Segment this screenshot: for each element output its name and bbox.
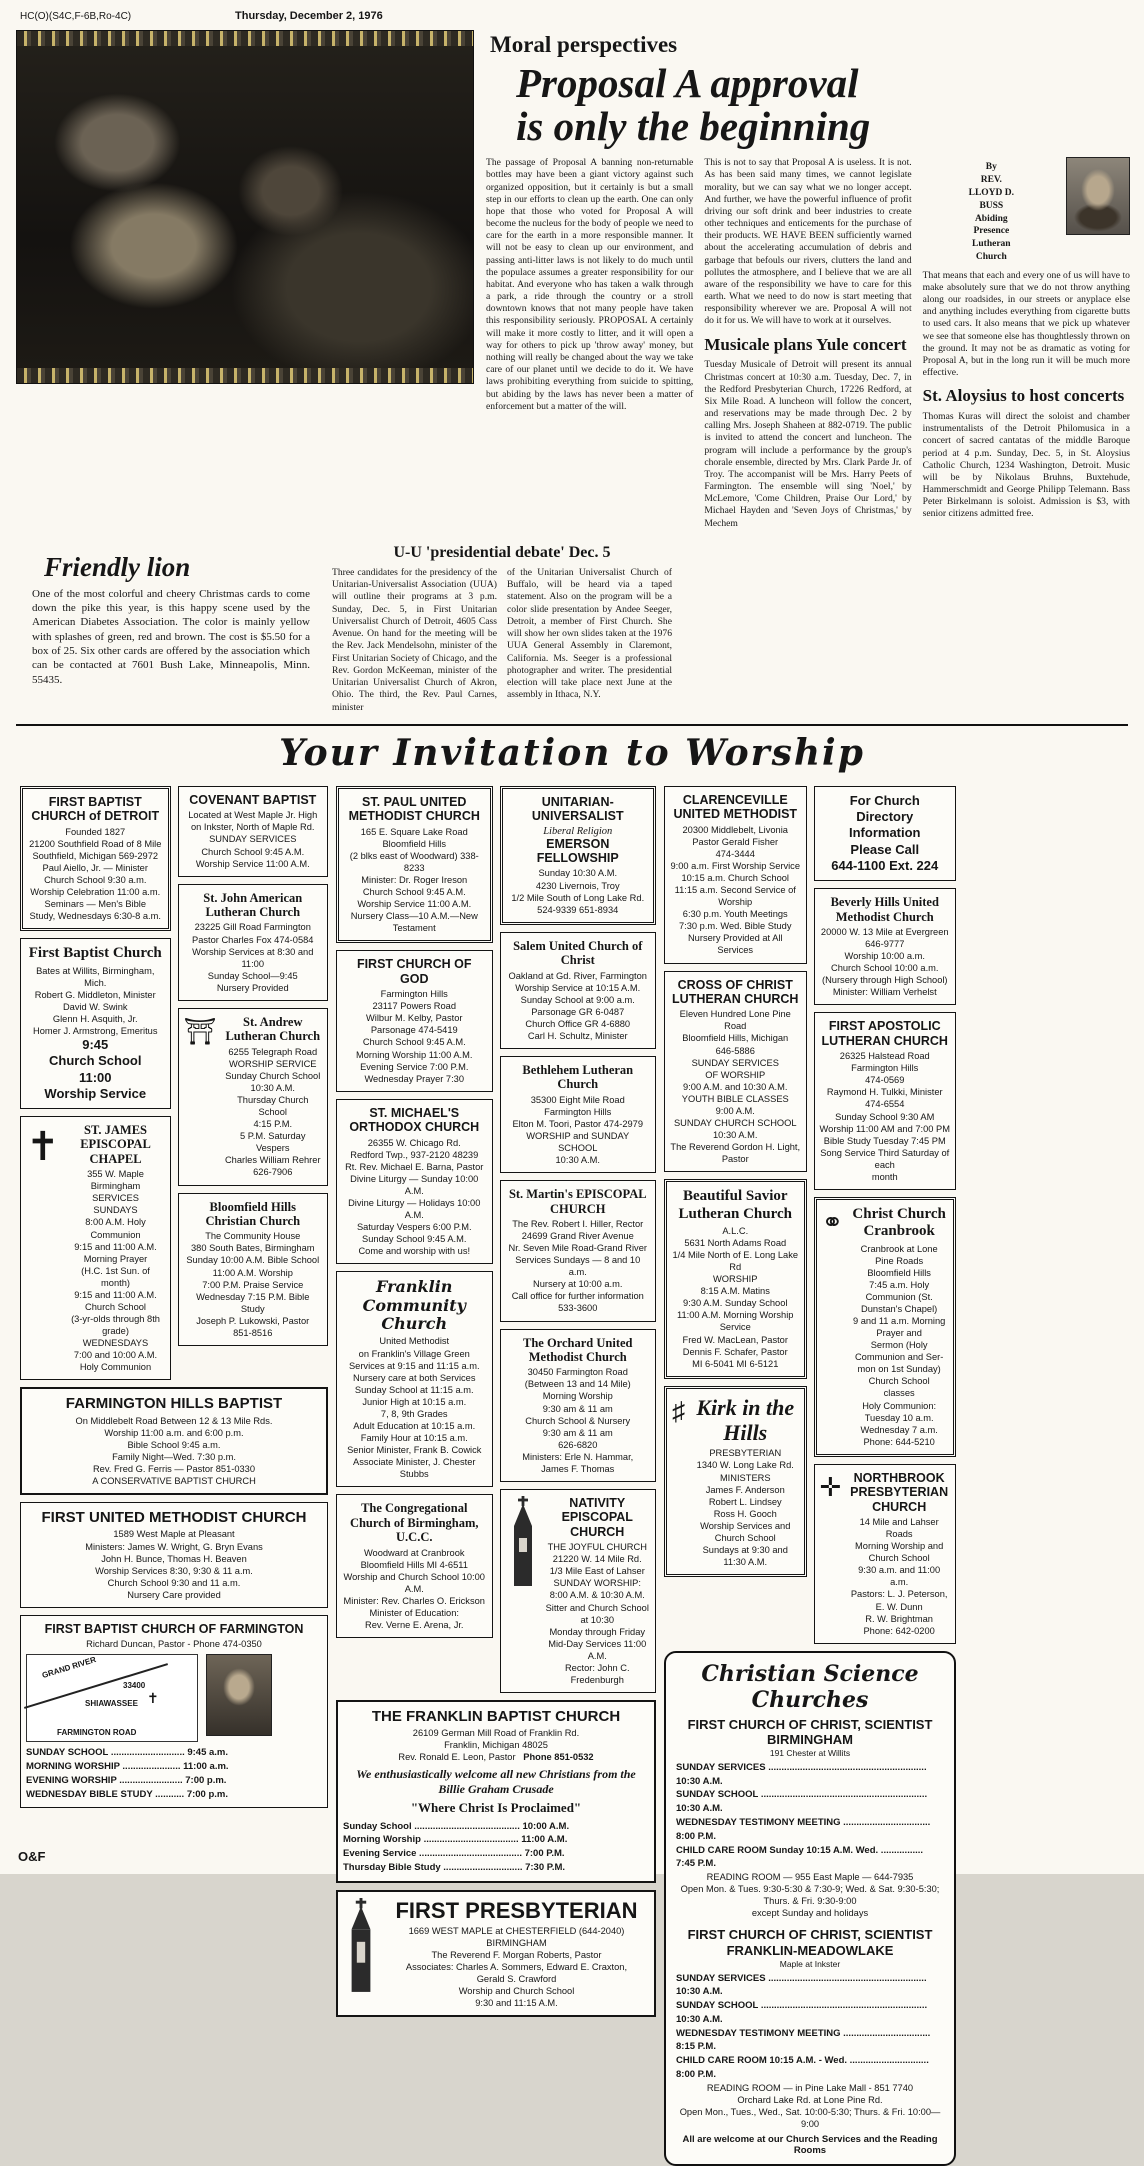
church-name: First Baptist Church bbox=[28, 945, 162, 962]
ornate-border-top bbox=[17, 31, 473, 46]
church-details: 1669 WEST MAPLE at CHESTERFIELD (644-2040) BIRMINGHAM The Reverend F. Morgan Roberts, Pastor Associates: Charles A. Sommers, Edward E. Craxton, Gerald S. Crawford Worship and Church School 9:30 and 11:15 A.M. bbox=[405, 1925, 628, 2009]
church-ad-nativity-episcopal bbox=[500, 1489, 657, 1693]
church-name: Beautiful Savior Lutheran Church bbox=[678, 1188, 792, 1222]
church-details: 14 Mile and Lahser Roads Morning Worship and Church School 9:30 a.m. and 11:00 a.m. Pastors: L. J. Peterson, E. W. Dunn R. W. Brightman Phone: 642-0200 bbox=[850, 1516, 948, 1636]
edition-code: HC(O)(S4C,F-6B,Ro-4C) bbox=[20, 11, 132, 22]
church-name: ST. JAMES EPISCOPAL CHAPEL bbox=[80, 1123, 151, 1166]
lion-photo bbox=[17, 46, 473, 368]
church-ad-franklin-baptist bbox=[336, 1700, 656, 1883]
church-details: Eleven Hundred Lone Pine Road Bloomfield Hills, Michigan 646-5886 SUNDAY SERVICES OF WORSHIP 9:00 A.M. and 10:30 A.M. YOUTH BIBLE CLASSES 9:00 A.M. SUNDAY CHURCH SCHOOL 10:30 A.M. The Reverend Gordon H. Light, Pastor bbox=[670, 1009, 801, 1165]
reading-room-info: READING ROOM — 955 East Maple — 644-7935 Open Mon. & Tues. 9:30-5:30 & 7:30-9; Wed. & Sat. 9:30-5:30; Thurs. & Fri. 9:30-9:00 except Sunday and holidays bbox=[680, 1872, 940, 1919]
directory-info-box bbox=[814, 786, 957, 881]
article-headline bbox=[516, 62, 1130, 147]
church-details: 35300 Eight Mile Road Farmington Hills Elton M. Toori, Pastor 474-2979 WORSHIP and SUNDAY SCHOOL 10:30 A.M. bbox=[512, 1094, 644, 1166]
location-map bbox=[26, 1654, 198, 1742]
church-address: 191 Chester at Willits bbox=[769, 1747, 851, 1758]
photo-column bbox=[16, 30, 474, 536]
article-col-1 bbox=[486, 157, 693, 536]
church-ad-st-andrew-lutheran bbox=[178, 1008, 329, 1186]
uu-col-1: Three candidates for the presidency of the Unitarian-Universalist Association (UUA) will outline their programs at 3 p.m. Sunday, Dec. 5, in First Unitarian Universalist Church of Detroit, 4605 Cass Avenue. On hand for the meeting will be the Rev. Jack Mendelsohn, minister of the First Unitarian Society of Chicago, and the Rev. Gordon McKeeman, minister of the Unitarian Universalist Church of Akron, Ohio. The third, the Rev. Paul Carnes, minister bbox=[332, 566, 497, 713]
church-name: FIRST BAPTIST CHURCH of DETROIT bbox=[31, 794, 160, 824]
church-ad-salem-ucc bbox=[500, 932, 657, 1049]
christian-science-header: Christian Science Churches bbox=[701, 1660, 919, 1713]
church-details: 26355 W. Chicago Rd. Redford Twp., 937-2120 48239 Rt. Rev. Michael E. Barna, Pastor Divine Liturgy — Sunday 10:00 A.M. Divine Liturgy — Holidays 10:00 A.M. Saturday Vespers 6:00 P.M. Sunday School 9:45 A.M. Come and worship with us! bbox=[345, 1137, 484, 1257]
welcome-message: We enthusiastically welcome all new Christians from the Billie Graham Crusade bbox=[356, 1766, 636, 1796]
church-ad-first-baptist-detroit bbox=[20, 786, 171, 931]
church-ad-unitarian-universalist bbox=[500, 786, 657, 925]
church-ad-st-john-lutheran bbox=[178, 884, 329, 1001]
byline-block bbox=[923, 157, 1130, 264]
directory-middle-column bbox=[336, 786, 656, 2166]
top-section bbox=[0, 26, 1144, 536]
celtic-cross-icon: ✛ bbox=[819, 1472, 842, 1502]
church-ad-christ-church-cranbrook bbox=[814, 1197, 957, 1457]
church-name: NATIVITY EPISCOPAL CHURCH bbox=[561, 1496, 633, 1539]
directory-info-text: For Church Directory Information Please Call 644-1100 Ext. 224 bbox=[831, 792, 939, 873]
pastor-line: Rev. Ronald E. Leon, Pastor bbox=[398, 1752, 516, 1763]
map-label-shiawassee: SHIAWASSEE bbox=[85, 1699, 138, 1709]
church-name: Kirk in the Hills bbox=[696, 1394, 795, 1446]
byline: By REV. LLOYD D. BUSS Abiding Presence Lutheran Church bbox=[968, 162, 1015, 262]
church-details: 20000 W. 13 Mile at Evergreen 646-9777 Worship 10:00 a.m. Church School 10:00 a.m. (Nursery through High School) Minister: William Verhelst bbox=[820, 926, 949, 998]
church-name: NORTHBROOK PRESBYTERIAN CHURCH bbox=[850, 1470, 949, 1514]
luther-seal-icon: ⛩ bbox=[183, 1016, 217, 1046]
church-ad-first-presbyterian bbox=[336, 1890, 656, 2018]
church-ad-st-martins-episcopal bbox=[500, 1180, 657, 1321]
welcome-footer: All are welcome at our Church Services and the Reading Rooms bbox=[682, 2134, 938, 2156]
aloysius-subhead: St. Aloysius to host concerts bbox=[922, 386, 1125, 406]
church-details: 165 E. Square Lake Road Bloomfield Hills (2 blks east of Woodward) 338-8233 Minister: Dr. Roger Ireson Church School 9:45 A.M. Worship Service 11:00 A.M. Nursery Class—10 A.M.—New Testament bbox=[349, 826, 479, 934]
church-name: FIRST CHURCH OF GOD bbox=[356, 957, 472, 986]
article-columns bbox=[486, 157, 1130, 536]
church-details: Oakland at Gd. River, Farmington Worship Service at 10:15 A.M. Sunday School at 9:00 a.m. Parsonage GR 6-0487 Church Office GR 4-6880 Carl H. Schultz, Minister bbox=[508, 970, 647, 1041]
church-name: FARMINGTON HILLS BAPTIST bbox=[65, 1395, 283, 1413]
church-schedule: Sunday School ........................................ 10:00 A.M. Morning Worship .................................... 11:00 A.M. Evening Service ....................................... 7:00 P.M. Thursday Bible Study .............................. 7:30 P.M. bbox=[343, 1820, 570, 1873]
church-details: PRESBYTERIAN 1340 W. Long Lake Rd. MINISTERS James F. Anderson Robert L. Lindsey Ross H. Gooch Worship Services and Church School Sundays at 9:30 and 11:30 A.M. bbox=[696, 1448, 794, 1568]
cross-icon: ✝ bbox=[26, 1124, 60, 1170]
church-subtitle: Liberal Religion bbox=[543, 825, 613, 837]
church-name: St. Andrew Lutheran Church bbox=[225, 1014, 321, 1044]
worship-banner-title: Your Invitation to Worship bbox=[279, 731, 865, 774]
worship-banner bbox=[16, 724, 1128, 776]
ornate-border-bottom bbox=[17, 368, 473, 383]
article-kicker: Moral perspectives bbox=[490, 32, 678, 57]
church-ad-clarenceville-methodist bbox=[664, 786, 807, 964]
church-ad-first-church-of-god bbox=[336, 950, 493, 1091]
church-directory bbox=[0, 776, 1144, 2166]
church-details: The Rev. Robert I. Hiller, Rector 24699 Grand River Avenue Nr. Seven Mile Road-Grand River Services Sundays — 8 and 10 a.m. Nursery at 10:00 a.m. Call office for further information 533-3600 bbox=[508, 1218, 647, 1314]
map-label-grand-river: GRAND RIVER bbox=[40, 1655, 98, 1681]
church-schedule: SUNDAY SERVICES ............................................................ 10:30 A.M. SUNDAY SCHOOL ............................................................... 10:30 A.M. WEDNESDAY TESTIMONY MEETING ................................. 8:15 P.M. CHILD CARE ROOM 10:15 A.M. - Wed. .............................. 8:00 P.M. bbox=[676, 1972, 931, 2080]
article-col-3 bbox=[923, 157, 1130, 536]
church-details: On Middlebelt Road Between 12 & 13 Mile Rds. Worship 11:00 a.m. and 6:00 p.m. Bible School 9:45 a.m. Family Night—Wed. 7:30 p.m. Rev. Fred G. Ferris — Pastor 851-0330 A CONSERVATIVE BAPTIST CHURCH bbox=[75, 1415, 273, 1487]
musicale-subhead: Musicale plans Yule concert bbox=[704, 334, 907, 354]
directory-right-column bbox=[664, 786, 956, 2166]
article-text: That means that each and every one of us will have to make absolutely sure that we do not throw anything along our roadsides, in our streets or anyplace else and anything includes everything from cigarette butts to used cars. It also means that we pick up whatever we see that someone else has thoughtlessly thrown on the ground. It may not be as dramatic as voting for Proposal A, but in the long run it will be much more effective. bbox=[922, 269, 1130, 379]
directory-left-column bbox=[20, 786, 328, 2166]
musicale-text: Tuesday Musicale of Detroit will present its annual Christmas concert at 10:30 a.m. Tuesday, Dec. 7, in the Redford Presbyterian Church, 17226 Redford, at Six Mile Road. A luncheon will follow the concert, and reservations may be made through Dec. 2 by calling Mrs. Joseph Shaheen at 882-0719. The public is invited to attend the concert and luncheon. The program will include a performance by the group's chorale ensemble, directed by Mrs. Clark Parde Jr. of Troy. The accompanist will be Mrs. Harry Peets of Farmington. The ensemble will sing 'Noel,' by McLemore, 'Come Children, Praise Our Lord,' by Michael Hayden and 'Seven Joys of Christmas,' by Mechem bbox=[704, 359, 912, 529]
church-details: Woodward at Cranbrook Bloomfield Hills MI 4-6511 Worship and Church School 10:00 A.M. Minister: Rev. Charles O. Erickson Minister of Education: Rev. Verne E. Arena, Jr. bbox=[343, 1547, 485, 1630]
church-ad-congregational-birmingham bbox=[336, 1494, 493, 1638]
church-name: UNITARIAN-UNIVERSALIST bbox=[531, 794, 624, 824]
pastor-portrait bbox=[206, 1654, 272, 1736]
church-name: ST. MICHAEL'S ORTHODOX CHURCH bbox=[349, 1105, 480, 1135]
church-details: The Community House 380 South Bates, Birmingham Sunday 10:00 A.M. Bible School 11:00 A.M. Worship 7:00 P.M. Praise Service Wednesday 7:15 P.M. Bible Study Joseph P. Lukowski, Pastor 851-8516 bbox=[186, 1231, 320, 1338]
church-name: FIRST APOSTOLIC LUTHERAN CHURCH bbox=[821, 1019, 948, 1048]
church-details: Sunday 10:30 A.M. 4230 Livernois, Troy 1/2 Mile South of Long Lake Rd. 524-9339 651-8934 bbox=[511, 868, 645, 915]
church-name: FIRST UNITED METHODIST CHURCH bbox=[41, 1509, 307, 1527]
church-name: The Orchard United Methodist Church bbox=[523, 1335, 633, 1364]
church-ad-kirk-in-the-hills bbox=[664, 1386, 807, 1577]
church-ad-bethlehem-lutheran bbox=[500, 1056, 657, 1173]
church-details: Cranbrook at Lone Pine Roads Bloomfield Hills 7:45 a.m. Holy Communion (St. Dunstan's Chapel) 9 and 11 a.m. Morning Prayer and Sermon (Holy Communion and Ser- mon on 1st Sunday) Church School classes Holy Communion: Tuesday 10 a.m. Wednesday 7 a.m. Phone: 644-5210 bbox=[852, 1243, 946, 1447]
photo-caption-block bbox=[16, 542, 316, 714]
page-section-mark: O&F bbox=[18, 1849, 46, 1864]
church-schedule: SUNDAY SCHOOL ............................ 9:45 a.m. MORNING WORSHIP ...................... 11:00 a.m. EVENING WORSHIP ........................ 7:00 p.m. WEDNESDAY BIBLE STUDY ........... 7:00 p.m. bbox=[26, 1747, 229, 1800]
church-name: Beverly Hills United Methodist Church bbox=[830, 895, 939, 924]
masthead bbox=[0, 0, 1144, 26]
church-name: FIRST BAPTIST CHURCH OF FARMINGTON bbox=[44, 1621, 304, 1636]
church-name: St. Martin's EPISCOPAL CHURCH bbox=[508, 1187, 647, 1216]
parish-seal-icon: ⚭ bbox=[821, 1208, 844, 1238]
church-name: The Congregational Church of Birmingham, U.C.C. bbox=[349, 1501, 479, 1545]
article-col-2 bbox=[704, 157, 911, 536]
church-ad-st-michaels-orthodox bbox=[336, 1099, 493, 1265]
church-name: CLARENCEVILLE UNITED METHODIST bbox=[673, 792, 798, 822]
reading-room-info: READING ROOM — in Pine Lake Mall - 851 7740 Orchard Lake Rd. at Lone Pine Rd. Open Mon., Tues., Wed., Sat. 10:00-5:30; Thurs. & Fri. 10:00—9:00 bbox=[679, 2082, 941, 2129]
church-name: ST. PAUL UNITED METHODIST CHURCH bbox=[348, 794, 480, 824]
map-church-cross-icon: ✝ bbox=[147, 1692, 159, 1708]
phone-number: Phone 851-0532 bbox=[523, 1752, 594, 1763]
church-ad-bloomfield-hills-christian bbox=[178, 1193, 329, 1346]
church-details: A.L.C. 5631 North Adams Road 1/4 Mile North of E. Long Lake Rd WORSHIP 8:15 A.M. Matins 9:30 A.M. Sunday School 11:00 A.M. Morning Worship Service Fred W. MacLean, Pastor Dennis F. Schafer, Pastor MI 6-5041 MI 6-5121 bbox=[672, 1225, 799, 1369]
church-name: COVENANT BAPTIST bbox=[189, 792, 317, 807]
church-ad-northbrook-presbyterian bbox=[814, 1464, 957, 1644]
church-details: 6255 Telegraph Road WORSHIP SERVICE Sunday Church School 10:30 A.M. Thursday Church School 4:15 P.M. 5 P.M. Saturday Vespers Charles William Rehrer 626-7906 bbox=[224, 1046, 321, 1178]
church-details: Bates at Willits, Birmingham, Mich. Robert G. Middleton, Minister David W. Swink Glenn H. Asquith, Jr. Homer J. Armstrong, Emeritus bbox=[32, 965, 158, 1036]
gothic-ornament-icon: ♯ bbox=[672, 1396, 685, 1426]
pastor-line: Richard Duncan, Pastor - Phone 474-0350 bbox=[86, 1639, 262, 1650]
christmas-card-photo bbox=[16, 30, 474, 384]
church-name: FIRST CHURCH OF CHRIST, SCIENTIST FRANKLIN-MEADOWLAKE bbox=[687, 1927, 933, 1958]
map-label-farmington-road: FARMINGTON ROAD bbox=[57, 1728, 137, 1738]
church-details: United Methodist on Franklin's Village Green Services at 9:15 and 11:15 a.m. Nursery care at both Services Sunday School at 11:15 a.m. Junior High at 10:15 a.m. 7, 8, 9th Grades Adult Education at 10:15 a.m. Family Hour at 10:15 a.m. Senior Minister, Frank B. Cowick Associate Minister, J. Chester Stubbs bbox=[347, 1336, 482, 1480]
headline-line2: is only the beginning bbox=[516, 102, 871, 149]
church-details: Farmington Hills 23117 Powers Road Wilbur M. Kelby, Pastor Parsonage 474-5419 Church School 9:45 A.M. Morning Worship 11:00 A.M. Evening Service 7:00 P.M. Wednesday Prayer 7:30 bbox=[356, 989, 473, 1084]
church-ad-st-paul-methodist bbox=[336, 786, 493, 943]
uu-title: U-U 'presidential debate' Dec. 5 bbox=[393, 543, 611, 561]
church-name: Salem United Church of Christ bbox=[513, 938, 643, 968]
church-details: 26325 Halstead Road Farmington Hills 474-0569 Raymond H. Tulkki, Minister 474-6554 Sunday School 9:30 AM Worship 11:00 AM and 7:00 PM Bible Study Tuesday 7:45 PM Song Service Third Saturday of each month bbox=[819, 1051, 950, 1182]
photo-caption: One of the most colorful and cheery Christmas cards to come down the pike this year, is this happy scene used by the American Diabetes Association. The color is mainly yellow with splashes of green, red and brown. The cost is $5.50 for a box of 25. Six other cards are offered by the association which can be contacted at 7601 Bush Lake, Minneapolis, Minn. 55435. bbox=[32, 587, 310, 686]
church-name: Christ Church Cranbrook bbox=[852, 1206, 946, 1240]
church-ad-beverly-hills-methodist bbox=[814, 888, 957, 1005]
church-name: Bloomfield Hills Christian Church bbox=[205, 1199, 301, 1228]
church-name: THE FRANKLIN BAPTIST CHURCH bbox=[371, 1708, 621, 1726]
church-ad-cross-of-christ bbox=[664, 971, 807, 1173]
church-ad-franklin-community bbox=[336, 1271, 493, 1487]
uu-article bbox=[332, 542, 672, 714]
church-ad-st-james-episcopal bbox=[20, 1116, 171, 1380]
church-details: 355 W. Maple Birmingham SERVICES SUNDAYS 8:00 A.M. Holy Communion 9:15 and 11:00 A.M. Morning Prayer (H.C. 1st Sun. of month) 9:15 and 11:00 A.M. Church School (3-yr-olds through 8th grade) WEDNESDAYS 7:00 and 10:00 A.M. Holy Communion bbox=[71, 1169, 160, 1373]
church-building-icon bbox=[506, 1496, 540, 1588]
church-name: CROSS OF CHRIST LUTHERAN CHURCH bbox=[672, 977, 799, 1006]
uu-columns bbox=[332, 567, 672, 714]
church-slogan: "Where Christ Is Proclaimed" bbox=[410, 1799, 582, 1815]
map-address-number: 33400 bbox=[123, 1681, 146, 1691]
article-text: This is not to say that Proposal A is useless. It is not. As has been said many times, we cannot legislate morality, but we can say what we no longer accept. And further, we have the powerful influence of profit driving our soft drink and beer industries to create other techniques and enticements for the purchase of their products. WE HAVE BEEN sufficiently warned about the accelerating accumulation of debris and garbage that befouls our rivers, clutters the land and pollutes the atmosphere, and I believe that we are all aware of the responsibility we have to care for this earth. What we need to do now is start meeting that responsibility wherever we are. Proposal A will not do it for us. We will have to work at it ourselves. bbox=[704, 157, 912, 327]
church-ad-farmington-hills-baptist bbox=[20, 1387, 328, 1495]
headline-line1: Proposal A approval bbox=[516, 60, 859, 106]
church-service-times: 9:45 Church School 11:00 Worship Service bbox=[44, 1037, 147, 1101]
church-ad-first-baptist-farmington bbox=[20, 1615, 328, 1809]
church-details: Located at West Maple Jr. High on Inkster, North of Maple Rd. SUNDAY SERVICES Church School 9:45 A.M. Worship Service 11:00 A.M. bbox=[188, 810, 318, 869]
author-portrait bbox=[1066, 157, 1130, 235]
church-ad-orchard-methodist bbox=[500, 1329, 657, 1482]
date-line: Thursday, December 2, 1976 bbox=[235, 10, 383, 22]
church-details: 1589 West Maple at Pleasant Ministers: James W. Wright, G. Bryn Evans John H. Bunce, Thomas H. Beaven Worship Services 8:30, 9:30 & 11 a.m. Church School 9:30 and 11 a.m. Nursery Care provided bbox=[85, 1529, 263, 1600]
church-building-icon bbox=[343, 1898, 379, 1994]
church-name: St. John American Lutheran Church bbox=[203, 890, 303, 920]
aloysius-text: Thomas Kuras will direct the soloist and chamber instrumentalists of the Detroit Philomusica in a concert of sacred cantatas of the middle Baroque period at 4 p.m. Sunday, Dec. 5, in St. Aloysius Catholic Church, 1234 Washington, Detroit. Music will be by Nikolaus Bruhns, Buxtehude, Hammerschmidt and George Philipp Telemann. Bass Peter Birkelmann is soloist. Admission is $3, with senior citizens admitted free. bbox=[922, 410, 1130, 520]
church-schedule: SUNDAY SERVICES ............................................................ 10:30 A.M. SUNDAY SCHOOL ............................................................... 10:30 A.M. WEDNESDAY TESTIMONY MEETING ................................. 8:00 P.M. CHILD CARE ROOM Sunday 10:15 A.M. Wed. ................ 7:45 P.M. bbox=[676, 1761, 931, 1870]
church-details: 30450 Farmington Road (Between 13 and 14 Mile) Morning Worship 9:30 am & 11 am Church School & Nursery 9:30 am & 11 am 626-6820 Ministers: Erle N. Hammar, James F. Thomas bbox=[522, 1367, 634, 1474]
church-details: THE JOYFUL CHURCH 21220 W. 14 Mile Rd. 1/3 Mile East of Lahser SUNDAY WORSHIP: 8:00 A.M. & 10:30 A.M. Sitter and Church School at 10:30 Monday through Friday Mid-Day Services 11:00 A.M. Rector: John C. Fredenburgh bbox=[545, 1542, 649, 1685]
christian-science-ad bbox=[664, 1651, 956, 2166]
photo-caption-title: Friendly lion bbox=[44, 551, 191, 582]
church-details: 26109 German Mill Road of Franklin Rd. Franklin, Michigan 48025 bbox=[412, 1728, 580, 1751]
church-ad-first-apostolic bbox=[814, 1012, 957, 1190]
church-details: Founded 1827 21200 Southfield Road of 8 Mile Southfield, Michigan 569-2972 Paul Aiello, Jr. — Minister Church School 9:30 a.m. Worship Celebration 11:00 a.m. Seminars — Men's Bible Study, Wednesdays 6:30-8 a.m. bbox=[29, 826, 162, 922]
church-address: Maple at Inkster bbox=[779, 1958, 841, 1969]
caption-and-uu-row bbox=[0, 536, 1144, 714]
article-text: The passage of Proposal A banning non-returnable bottles may have been a giant victory against such organized opposition, but it certainly is but a small step in our efforts to clean up the earth. One can only hope that those who voted for Proposal A will become the nucleus for the body of people we need to care for the earth in a more responsible manner. It will not be easy to clean up our environment, and passing anti-litter laws is not likely to do much until the populace assumes a greater responsibility for our habitat. And everyone who has taken a walk through a park, a ride through the country or a stroll downtown knows that not many people have taken this responsibility seriously. PROPOSAL A certainly will make it more costly to litter, and it will open a way for others to pick up 'throw away' money, but nothing will really be changed about the way we take care of our planet until we decide to do it. We have laws prohibiting everything from suicide to spitting, but abiding by the laws has never been a matter of enforcement but a matter of the will. bbox=[486, 157, 694, 412]
church-ad-covenant-baptist bbox=[178, 786, 329, 877]
church-ad-beautiful-savior bbox=[664, 1179, 807, 1378]
moral-article bbox=[486, 30, 1130, 536]
church-name: Franklin Community Church bbox=[362, 1277, 466, 1334]
church-details: 20300 Middlebelt, Livonia Pastor Gerald Fisher 474-3444 9:00 a.m. First Worship Service 10:15 a.m. Church School 11:15 a.m. Second Service of Worship 6:30 p.m. Youth Meetings 7:30 p.m. Wed. Bible Study Nursery Provided at All Services bbox=[670, 824, 800, 956]
church-details: 23225 Gill Road Farmington Pastor Charles Fox 474-0584 Worship Services at 8:30 and 11:00 Sunday School—9:45 Nursery Provided bbox=[192, 922, 314, 993]
fellowship-name: EMERSON FELLOWSHIP bbox=[536, 836, 619, 866]
church-ad-first-baptist-birmingham bbox=[20, 938, 171, 1109]
church-ad-first-united-methodist bbox=[20, 1502, 328, 1608]
church-name: FIRST PRESBYTERIAN bbox=[395, 1897, 638, 1923]
church-name: Bethlehem Lutheran Church bbox=[522, 1062, 634, 1092]
uu-col-2: of the Unitarian Universalist Church of Buffalo, will be heard via a taped statement. Also on the program will be a color slide presentation by Andee Seeger, Detroit, a member of First Church. She will show her own slides taken at the 1976 UUA General Assembly in Claremont, California. Ms. Seeger is a professional photographer and writer. The presidential election will take place next June at the assembly in Ithaca, N.Y. bbox=[507, 566, 672, 701]
church-name: FIRST CHURCH OF CHRIST, SCIENTIST BIRMINGHAM bbox=[687, 1716, 933, 1748]
